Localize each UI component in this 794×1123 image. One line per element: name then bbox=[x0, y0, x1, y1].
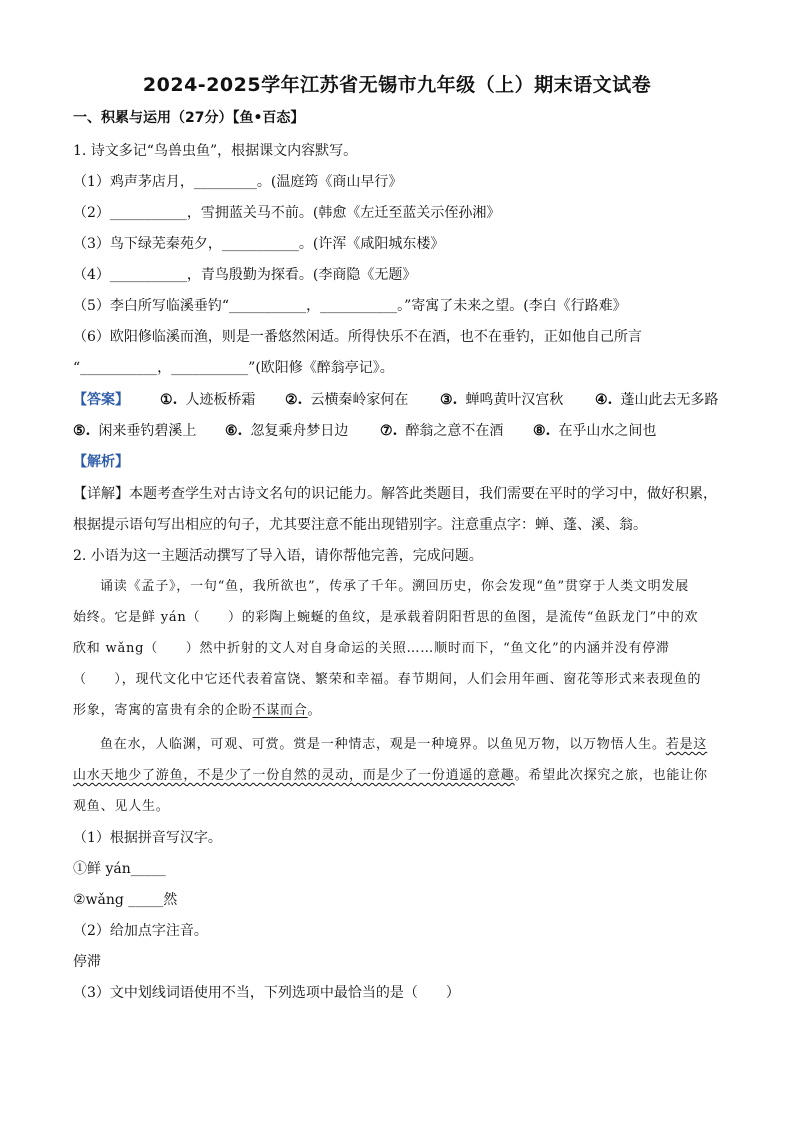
wavy-underlined-sentence: 若是这 bbox=[665, 737, 708, 752]
question-1-stem: 1. 诗文多记“鸟兽虫鱼”，根据课文内容默写。 bbox=[73, 143, 358, 159]
passage-1-line-3: 欣和 wǎng（ ）然中折射的文人对自身命运的关照……顺时而下，“鱼文化”的内涵并没有停滞 bbox=[73, 641, 670, 656]
q1-line-1: （1）鸡声茅店月，_________。(温庭筠《商山早行》 bbox=[73, 174, 403, 190]
answer-item: ④. 蓬山此去无多路 bbox=[595, 392, 719, 408]
passage-2-line-2: 山水天地少了游鱼，不是少了一份自然的灵动，而是少了一份逍遥的意趣。希望此次探究之旅，也能让你 bbox=[73, 768, 708, 783]
q1-line-4: （4）___________，青鸟殷勤为探看。(李商隐《无题》 bbox=[73, 267, 417, 283]
answer-label: 【答案】 bbox=[73, 392, 129, 408]
answer-item: ②. 云横秦岭家何在 bbox=[285, 392, 409, 408]
page-title: 2024-2025学年江苏省无锡市九年级（上）期末语文试卷 bbox=[142, 74, 652, 96]
detail-line-2: 根据提示语句写出相应的句子，尤其要注意不能出现错别字。注意重点字：蝉、蓬、溪、翁。 bbox=[73, 517, 647, 533]
q1-line-5: （5）李白所写临溪垂钓“___________，___________。”寄寓了未来之望。(李白《行路难》 bbox=[73, 298, 627, 314]
section-heading: 一、积累与运用（27分）【鱼•百态】 bbox=[73, 110, 305, 126]
sub-question-2: （2）给加点字注音。 bbox=[73, 923, 208, 939]
wavy-underlined-sentence: 山水天地少了游鱼，不是少了一份自然的灵动，而是少了一份逍遥的意趣 bbox=[73, 768, 515, 783]
question-2-stem: 2. 小语为这一主题活动撰写了导入语，请你帮他完善，完成问题。 bbox=[73, 548, 483, 564]
answer-item: ⑧. 在乎山水之间也 bbox=[533, 423, 657, 439]
q1-line-7: “___________，___________”(欧阳修《醉翁亭记》。 bbox=[73, 360, 394, 376]
passage-1-line-2: 始终。它是鲜 yán（ ）的彩陶上蜿蜒的鱼纹，是承载着阴阳哲思的鱼图，是流传“鱼跃龙门”中的欢 bbox=[73, 610, 699, 625]
underlined-phrase: 不谋而合 bbox=[252, 703, 308, 718]
passage-2-line-1: 鱼在水，人临渊，可观、可赏。赏是一种情志，观是一种境界。以鱼见万物，以万物悟人生。若是这 bbox=[100, 737, 708, 752]
detail-line-1: 【详解】本题考查学生对古诗文名句的识记能力。解答此类题目，我们需要在平时的学习中，做好积累， bbox=[73, 486, 717, 502]
answer-item: ①. 人迹板桥霜 bbox=[160, 392, 256, 408]
q1-line-3: （3）鸟下绿芜秦苑夕，___________。(许浑《咸阳城东楼》 bbox=[73, 236, 445, 252]
answer-item: ⑤. 闲来垂钓碧溪上 bbox=[73, 423, 197, 439]
answer-item: ⑥. 忽复乘舟梦日边 bbox=[225, 423, 349, 439]
sub-question-1: （1）根据拼音写汉字。 bbox=[73, 830, 222, 846]
sub-question-1a: ①鲜 yán_____ bbox=[73, 861, 166, 877]
passage-1-line-5: 形象，寄寓的富贵有余的企盼不谋而合。 bbox=[73, 703, 322, 718]
passage-1-line-4: （ ），现代文化中它还代表着富饶、繁荣和幸福。春节期间，人们会用年画、窗花等形式来表现鱼的 bbox=[73, 672, 702, 687]
sub-question-2-word: 停滞 bbox=[73, 954, 101, 970]
answer-item: ⑦. 醉翁之意不在酒 bbox=[380, 423, 504, 439]
sub-question-1b: ②wǎng _____然 bbox=[73, 892, 178, 908]
q1-line-2: （2）___________，雪拥蓝关马不前。(韩愈《左迁至蓝关示侄孙湘》 bbox=[73, 205, 501, 221]
q1-line-6: （6）欧阳修临溪而渔，则是一番悠然闲适。所得快乐不在酒，也不在垂钓，正如他自己所言 bbox=[73, 329, 642, 345]
analysis-label: 【解析】 bbox=[73, 454, 129, 470]
passage-1-line-1: 诵读《孟子》，一句“鱼，我所欲也”，传承了千年。溯回历史，你会发现“鱼”贯穿于人类文明发展 bbox=[100, 579, 690, 594]
passage-2-line-3: 观鱼、见人生。 bbox=[73, 799, 170, 814]
answer-item: ③. 蝉鸣黄叶汉宫秋 bbox=[440, 392, 564, 408]
sub-question-3: （3）文中划线词语使用不当，下列选项中最恰当的是（ ） bbox=[73, 985, 460, 1001]
